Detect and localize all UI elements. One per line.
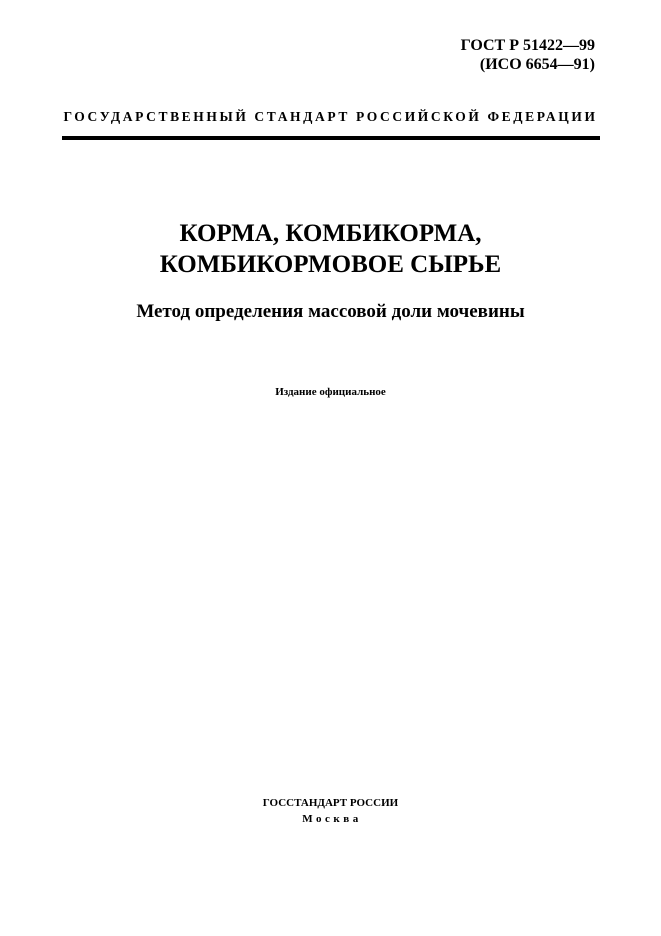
header-divider [62,136,600,140]
document-title [0,218,661,280]
standard-number: ГОСТ Р 51422—99 [460,37,595,54]
iso-reference: (ИСО 6654—91) [479,56,595,73]
edition-note: Издание официальное [275,386,386,398]
publisher-city: Москва [302,813,362,825]
publisher-block [0,795,661,827]
publisher-organization: ГОССТАНДАРТ РОССИИ [262,797,399,809]
title-line-1: КОРМА, КОМБИКОРМА, [179,220,482,247]
standard-designation [461,36,595,74]
federation-header: ГОСУДАРСТВЕННЫЙ СТАНДАРТ РОССИЙСКОЙ ФЕДЕРАЦИИ [63,109,598,124]
document-subtitle: Метод определения массовой доли мочевины [136,301,525,322]
title-line-2: КОМБИКОРМОВОЕ СЫРЬЕ [159,251,502,278]
